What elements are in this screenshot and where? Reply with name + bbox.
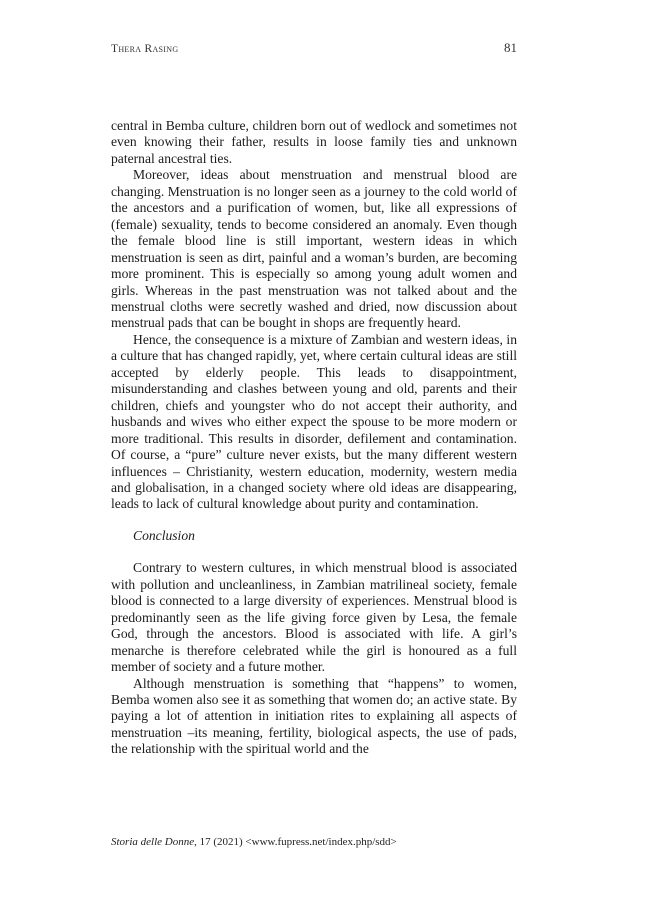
paragraph-conclusion-1: Contrary to western cultures, in which menstrual blood is associated with pollution and uncleanliness, in Zambian matrilineal society, female blood is connected to a large diversity of experiences. Menstrual blood is predominantly seen as the life giving force given by Lesa, the female God, through the ancestors. Blood is associated with life. A girl’s menarche is therefore celebrated while the girl is honoured as a full member of society and a future mother. (111, 560, 517, 675)
page-number: 81 (504, 40, 517, 55)
page-footer (111, 836, 531, 848)
footer-issue-info: , 17 (2021) <www.fupress.net/index.php/sdd> (194, 836, 397, 848)
body-text (111, 118, 517, 758)
footer-journal-title: Storia delle Donne (111, 836, 195, 848)
paragraph-mixture-of-ideas: Hence, the consequence is a mixture of Zambian and western ideas, in a culture that has changed rapidly, yet, where certain cultural ideas are still accepted by elderly people. This leads to disappointment, misunderstanding and clashes between young and old, parents and their children, chiefs and youngster who do not accept their authority, and husbands and wives who either expect the spouse to be more modern or more traditional. This results in disorder, defilement and contamination. Of course, a “pure” culture never exists, but the many different western influences – Christianity, western education, modernity, western media and globalisation, in a changed society where old ideas are disappearing, leads to lack of cultural knowledge about purity and contamination. (111, 331, 518, 512)
section-heading-conclusion: Conclusion (133, 527, 195, 543)
paragraph-menstruation-changing: Moreover, ideas about menstruation and menstrual blood are changing. Menstruation is no longer seen as a journey to the cold world of the ancestors and a purification of women, but, like all expressions of (female) sexuality, tends to become considered an anomaly. Even though the female blood line is still important, western ideas in which menstruation is seen as dirt, painful and a woman’s burden, are becoming more prominent. This is especially so among young adult women and girls. Whereas in the past menstruation was not talked about and the menstrual cloths were secretly washed and dried, now discussion about menstrual pads that can be bought in shops are frequently heard. (111, 167, 517, 331)
running-head-author: Thera Rasing (111, 43, 179, 55)
paragraph-conclusion-2: Although menstruation is something that “happens” to women, Bemba women also see it as something that women do; an active state. By paying a lot of attention in initiation rites to explaining all aspects of menstruation –its meaning, fertility, biological aspects, the use of pads, the relationship with the spiritual world and the (111, 675, 517, 757)
running-head (111, 40, 517, 58)
paragraph-continuation: central in Bemba culture, children born out of wedlock and sometimes not even knowing their father, results in loose family ties and unknown paternal ancestral ties. (111, 118, 517, 166)
